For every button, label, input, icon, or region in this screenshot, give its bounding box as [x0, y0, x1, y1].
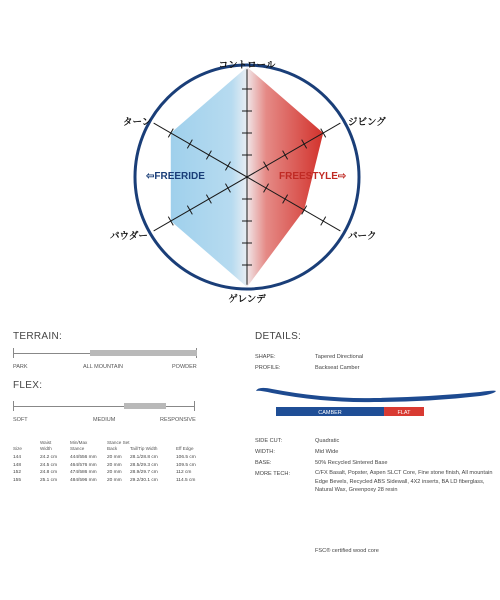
profile-label: PROFILE: — [255, 365, 281, 371]
axis-label-turn: ターン — [123, 117, 152, 128]
spec-cell: 444/556 mm — [70, 455, 97, 460]
more-tech-value: C/FX Basalt, Popster, Aspen SLCT Core, Fine stone finish, All mountain Edge Bevels, Recycled ABS Sidewall, 4X2 inserts, BA LD fiberglass, Natural Wax, Greenpoxy 28 resin — [315, 470, 493, 494]
spec-cell: 25.1 cm — [40, 477, 58, 483]
terrain-label-all-mountain: ALL MOUNTAIN — [83, 364, 124, 370]
flex-scale-fill — [124, 403, 166, 409]
board-profile-shape — [256, 388, 496, 402]
spec-cell: 155 — [13, 477, 22, 483]
spec-header-waist-width: Waist Width — [40, 440, 52, 451]
spec-cell: 109.5 cm — [176, 462, 196, 468]
shape-value: Tapered Directional — [315, 354, 364, 360]
terrain-scale-left-tick — [13, 348, 14, 358]
spec-cell: 20 mm — [107, 470, 122, 476]
terrain-label-park: PARK — [13, 364, 28, 370]
camber-label: CAMBER — [318, 410, 342, 416]
profile-value: Backseat Camber — [315, 365, 360, 371]
spec-cell: 24.5 cm — [40, 462, 58, 468]
flex-scale — [13, 401, 195, 411]
width-value: Mid Wide — [315, 449, 339, 455]
spec-cell: 28.1/28.8 cm — [130, 455, 158, 460]
spec-cell: 144 — [13, 455, 22, 460]
base-label: BASE: — [255, 460, 272, 466]
axis-label-control: コントロール — [218, 60, 276, 71]
axis-label-piste: ゲレンデ — [228, 294, 266, 305]
spec-table — [13, 440, 203, 490]
terrain-title: TERRAIN: — [13, 331, 63, 342]
freestyle-label: FREESTYLE⇨ — [279, 171, 347, 182]
terrain-scale — [13, 348, 197, 358]
flex-scale-line — [13, 406, 195, 407]
spec-cell: 20 mm — [107, 462, 122, 468]
spec-header-stance: Min/Max Stance — [70, 440, 88, 451]
spec-cell: 112 cm — [176, 470, 192, 476]
flex-title: FLEX: — [13, 380, 43, 391]
spec-header-setback: Stance Set Back — [107, 440, 130, 451]
spec-cell: 29.2/30.1 cm — [130, 477, 158, 483]
spec-cell: 106.5 cm — [176, 455, 196, 460]
flat-label: FLAT — [397, 410, 411, 416]
more-tech-label: MORE TECH: — [255, 471, 291, 477]
axis-label-powder: パウダー — [110, 231, 148, 242]
flex-scale-right-tick — [194, 401, 195, 411]
base-value: 50% Recycled Sintered Base — [315, 460, 388, 466]
sidecut-value: Quadratic — [315, 438, 340, 444]
axis-label-jibbing: ジビング — [348, 117, 386, 128]
spec-cell: 148 — [13, 462, 22, 468]
spec-cell: 152 — [13, 470, 22, 476]
spec-cell: 28.9/29.7 cm — [130, 470, 158, 476]
flex-label-medium: MEDIUM — [93, 417, 116, 423]
spec-header-size: Size — [13, 446, 22, 451]
width-label: WIDTH: — [255, 449, 275, 455]
flex-scale-left-tick — [13, 401, 14, 411]
spec-header-tail-tip: Tail/Tip Width — [130, 446, 158, 451]
shape-label: SHAPE: — [255, 354, 276, 360]
spec-cell: 474/586 mm — [70, 470, 97, 476]
spec-cell: 24.8 cm — [40, 470, 58, 476]
axis-label-park: パーク — [348, 231, 377, 242]
spec-cell: 20 mm — [107, 477, 122, 483]
freeride-label: ⇦FREERIDE — [146, 171, 205, 182]
details-title: DETAILS: — [255, 331, 302, 342]
board-profile-graphic — [254, 383, 498, 421]
spec-cell: 114.5 cm — [176, 477, 196, 483]
sidecut-label: SIDE CUT: — [255, 438, 283, 444]
flex-label-responsive: RESPONSIVE — [160, 417, 196, 423]
spec-cell: 484/596 mm — [70, 477, 97, 483]
terrain-label-powder: POWDER — [172, 364, 197, 370]
terrain-scale-fill — [90, 350, 197, 356]
spec-cell: 464/576 mm — [70, 462, 97, 468]
spec-header-eff-edge: Eff Edge — [176, 446, 194, 451]
spec-cell: 24.2 cm — [40, 455, 58, 460]
spec-cell: 28.5/29.3 cm — [130, 462, 158, 468]
spec-cell: 20 mm — [107, 455, 122, 460]
fsc-note: FSC® certified wood core — [315, 548, 379, 554]
flex-label-soft: SOFT — [13, 417, 28, 423]
